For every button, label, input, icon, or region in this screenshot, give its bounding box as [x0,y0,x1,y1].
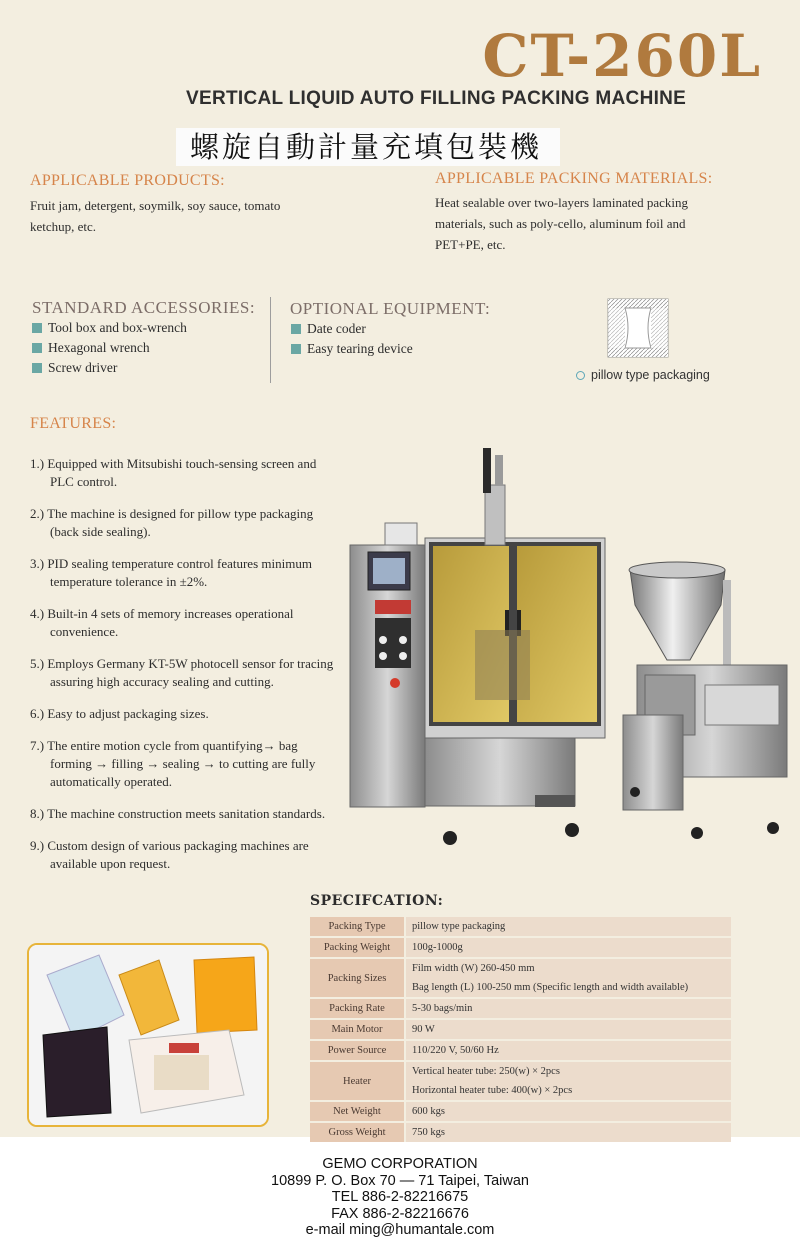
applicable-products-text: Fruit jam, detergent, soymilk, soy sauce, tomato ketchup, etc. [30,198,281,234]
bullet-square-icon [32,363,42,373]
list-item: Hexagonal wrench [32,338,187,358]
features-list [30,455,340,887]
standard-accessories-heading: STANDARD ACCESSORIES: [32,298,256,317]
list-item: Easy tearing device [291,339,413,359]
list-item: Tool box and box-wrench [32,318,187,338]
list-item: Screw driver [32,358,187,378]
product-title: VERTICAL LIQUID AUTO FILLING PACKING MACHINE [186,88,687,109]
table-row: Packing Type pillow type packaging [310,917,731,936]
table-row: Main Motor 90 W [310,1020,731,1039]
circle-bullet-icon [576,371,585,380]
divider [270,297,271,383]
company-tel: TEL 886-2-82216675 [331,1189,469,1205]
applicable-products-heading: APPLICABLE PRODUCTS: [30,172,225,189]
table-row: Net Weight 600 kgs [310,1102,731,1121]
list-item: 6.) Easy to adjust packaging sizes. [30,706,209,721]
table-row: Heater Vertical heater tube: 250(w) × 2pcs Horizontal heater tube: 400(w) × 2pcs [310,1062,731,1100]
optional-equipment-list [291,319,413,359]
table-row: Packing Rate 5-30 bags/min [310,999,731,1018]
bullet-square-icon [291,324,301,334]
sample-packages-photo [27,943,269,1127]
list-item: 8.) The machine construction meets sanitation standards. [30,806,326,821]
optional-equipment-heading: OPTIONAL EQUIPMENT: [290,299,491,318]
model-number: CT-260L [482,22,762,90]
table-row: Power Source 110/220 V, 50/60 Hz [310,1041,731,1060]
features-heading: FEATURES: [30,415,117,432]
standard-accessories-list [32,318,187,378]
list-item: 9.) Custom design of various packaging machines are available upon request. [30,838,309,871]
company-email: e-mail ming@humantale.com [305,1222,495,1238]
list-item: 5.) Employs Germany KT-5W photocell sensor for tracing assuring high accuracy sealing and cutting. [30,656,334,689]
chinese-title: 螺旋自動計量充填包裝機 [176,128,560,166]
table-row: Gross Weight 750 kgs [310,1123,731,1142]
company-fax: FAX 886-2-82216676 [331,1205,469,1222]
company-name: GEMO CORPORATION [322,1156,478,1172]
applicable-materials-heading: APPLICABLE PACKING MATERIALS: [435,170,713,187]
table-row: Packing Sizes Film width (W) 260-450 mm Bag length (L) 100-250 mm (Specific length and width available) [310,959,731,997]
bullet-square-icon [32,343,42,353]
applicable-materials-text: Heat sealable over two-layers laminated packing materials, such as poly-cello, aluminum foil and PET+PE, etc. [435,195,689,252]
company-address: 10899 P. O. Box 70 — 71 Taipei, Taiwan [271,1172,529,1189]
table-row: Packing Weight 100g-1000g [310,938,731,957]
list-item: 4.) Built-in 4 sets of memory increases operational convenience. [30,606,294,639]
pillow-packaging-caption: pillow type packaging [576,368,710,382]
bullet-square-icon [291,344,301,354]
company-footer [0,1156,800,1239]
list-item: 7.) The entire motion cycle from quantifying→ bag forming → filling → sealing → to cutting are fully automatically operated. [30,738,316,789]
list-item: Date coder [291,319,413,339]
list-item: 2.) The machine is designed for pillow type packaging (back side sealing). [30,506,314,539]
sample-packages-image [29,945,267,1125]
bullet-square-icon [32,323,42,333]
specification-table [310,915,731,1144]
list-item: 3.) PID sealing temperature control features minimum temperature tolerance in ±2%. [30,556,312,589]
pillow-bag-icon [607,298,669,358]
list-item: 1.) Equipped with Mitsubishi touch-sensing screen and PLC control. [30,456,317,489]
specification-heading: SPECIFCATION: [310,893,444,909]
machine-photo [345,440,795,850]
